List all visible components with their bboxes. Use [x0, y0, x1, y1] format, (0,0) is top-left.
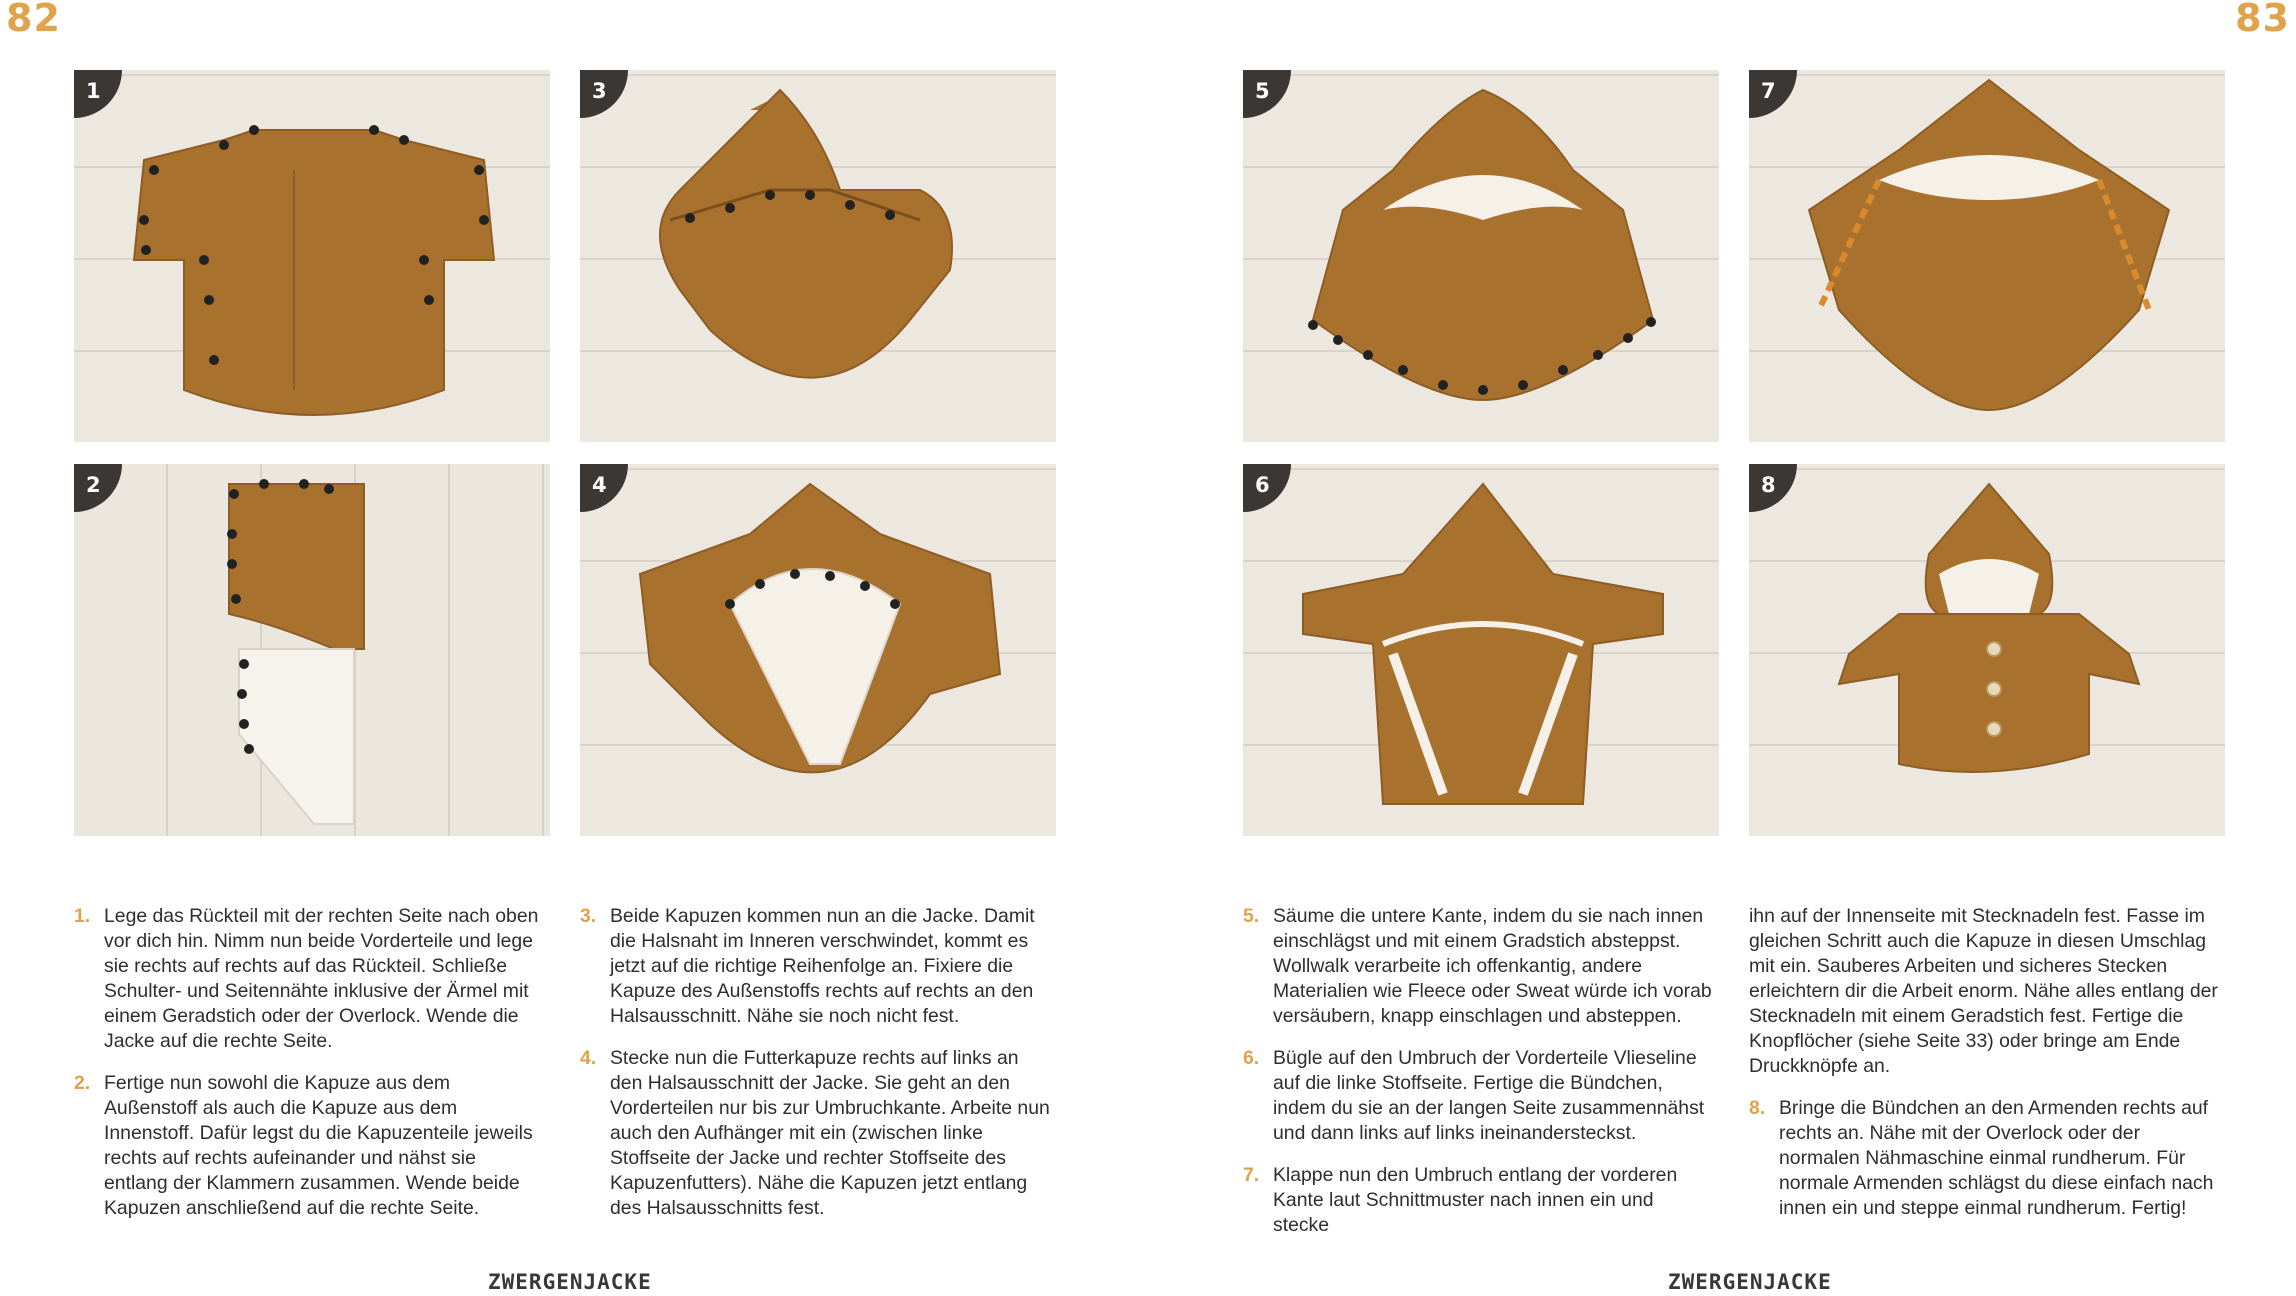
photo-step-3 [580, 70, 1056, 442]
step-6: 6. Bügle auf den Umbruch der Vorderteile Vlieseline auf die linke Stoffseite. Fertige die Bündchen, indem du sie an der langen Seite zusammennähst und dann links auf links ineinandersteckst. [1243, 1047, 1705, 1144]
photo-step-5 [1243, 70, 1719, 442]
step-text: Lege das Rückteil mit der rechten Seite nach oben vor dich hin. Nimm nun beide Vorderteile und lege sie rechts auf rechts auf das Rückteil. Schließe Schulter- und Seitennähte inklusive der Ärmel mit einem Geradstich oder der Overlock. Wende die Jacke auf die rechte Seite. [104, 905, 539, 1052]
step-7: 7. Klappe nun den Umbruch entlang der vorderen Kante laut Schnittmuster nach innen ein und stecke [1243, 1164, 1678, 1236]
instructions-column-2 [580, 904, 1050, 1238]
footer-left: ZWERGENJACKE [488, 1270, 652, 1294]
step-text: Säume die untere Kante, indem du sie nach innen einschlägst und mit einem Gradstich absteppst. Wollwalk verarbeite ich offenkantig, andere Materialien wie Fleece oder Sweat würde ich vorab versäubern, knapp einschlagen und absteppen. [1273, 905, 1712, 1027]
step-badge: 7 [1749, 70, 1797, 118]
step-badge: 8 [1749, 464, 1797, 512]
instructions-column-1 [74, 904, 544, 1238]
instructions-column-3 [1243, 904, 1713, 1255]
photo-step-4 [580, 464, 1056, 836]
step-5: 5. Säume die untere Kante, indem du sie nach innen einschlägst und mit einem Gradstich absteppst. Wollwalk verarbeite ich offenkantig, andere Materialien wie Fleece oder Sweat würde ich vorab versäubern, knapp einschlagen und absteppen. [1243, 905, 1712, 1027]
step-3: 3. Beide Kapuzen kommen nun an die Jacke. Damit die Halsnaht im Inneren verschwindet, kommt es jetzt auf die richtige Reihenfolge an. Fixiere die Kapuze des Außenstoffs rechts auf rechts an den Halsausschnitt. Nähe sie noch nicht fest. [580, 905, 1035, 1027]
step-badge: 1 [74, 70, 122, 118]
step-4: 4. Stecke nun die Futterkapuze rechts auf links an den Halsausschnitt der Jacke. Sie geht an den Vorderteilen nur bis zur Umbruchkante. Arbeite nun auch den Aufhänger mit ein (zwischen linke Stoffseite der Jacke und rechter Stoffseite des Kapuzenfutters). Nähe die Kapuzen jetzt entlang des Halsausschnitts fest. [580, 1047, 1050, 1219]
step-2: 2. Fertige nun sowohl die Kapuze aus dem Außenstoff als auch die Kapuze aus dem Innenstoff. Dafür legst du die Kapuzenteile jeweils rechts auf rechts aufeinander und nähst sie entlang der Klammern zusammen. Wende beide Kapuzen anschließend auf die rechte Seite. [74, 1072, 533, 1219]
step-text: Bügle auf den Umbruch der Vorderteile Vlieseline auf die linke Stoffseite. Fertige die Bündchen, indem du sie an der langen Seite zusammennähst und dann links auf links ineinandersteckst. [1273, 1047, 1705, 1144]
step-text: Fertige nun sowohl die Kapuze aus dem Außenstoff als auch die Kapuze aus dem Innenstoff. Dafür legst du die Kapuzenteile jeweils rechts auf rechts aufeinander und nähst sie entlang der Klammern zusammen. Wende beide Kapuzen anschließend auf die rechte Seite. [104, 1072, 533, 1219]
step-badge: 5 [1243, 70, 1291, 118]
photo-step-2 [74, 464, 550, 836]
photo-step-7 [1749, 70, 2225, 442]
footer-right: ZWERGENJACKE [1668, 1270, 1832, 1294]
step-badge: 6 [1243, 464, 1291, 512]
step-text: Stecke nun die Futterkapuze rechts auf links an den Halsausschnitt der Jacke. Sie geht an den Vorderteilen nur bis zur Umbruchkante. Arbeite nun auch den Aufhänger mit ein (zwischen linke Stoffseite der Jacke und rechter Stoffseite des Kapuzenfutters). Nähe die Kapuzen jetzt entlang des Halsausschnitts fest. [610, 1047, 1050, 1219]
page-number-left: 82 [6, 0, 61, 40]
instructions-column-4 [1749, 904, 2219, 1238]
photo-step-8 [1749, 464, 2225, 836]
step-text: Bringe die Bündchen an den Armenden rechts auf rechts an. Nähe mit der Overlock oder der normalen Nähmaschine einmal rundherum. Für normale Armenden schlägst du diese einfach nach innen ein und steppe einmal rundherum. Fertig! [1779, 1097, 2214, 1219]
step-badge: 4 [580, 464, 628, 512]
photo-step-6 [1243, 464, 1719, 836]
photo-step-1 [74, 70, 550, 442]
step-text: Klappe nun den Umbruch entlang der vorderen Kante laut Schnittmuster nach innen ein und stecke [1273, 1164, 1678, 1236]
step-1: 1. Lege das Rückteil mit der rechten Seite nach oben vor dich hin. Nimm nun beide Vorderteile und lege sie rechts auf rechts auf das Rückteil. Schließe Schulter- und Seitennähte inklusive der Ärmel mit einem Geradstich oder der Overlock. Wende die Jacke auf die rechte Seite. [74, 905, 539, 1052]
step-badge: 2 [74, 464, 122, 512]
step-badge: 3 [580, 70, 628, 118]
step-8: 8. Bringe die Bündchen an den Armenden rechts auf rechts an. Nähe mit der Overlock oder der normalen Nähmaschine einmal rundherum. Für normale Armenden schlägst du diese einfach nach innen ein und steppe einmal rundherum. Fertig! [1749, 1097, 2214, 1219]
step-7-continued [1749, 904, 2219, 1079]
step-text: Beide Kapuzen kommen nun an die Jacke. Damit die Halsnaht im Inneren verschwindet, kommt es jetzt auf die richtige Reihenfolge an. Fixiere die Kapuze des Außenstoffs rechts auf rechts an den Halsausschnitt. Nähe sie noch nicht fest. [610, 905, 1035, 1027]
step-text: ihn auf der Innenseite mit Stecknadeln fest. Fasse im gleichen Schritt auch die Kapuze in diesen Umschlag mit ein. Sauberes Arbeiten und sicheres Stecken erleichtern dir die Arbeit enorm. Nähe alles entlang der Stecknadeln mit einem Geradstich fest. Fertige die Knopflöcher (siehe Seite 33) oder bringe am Ende Druckknöpfe an. [1749, 905, 2218, 1077]
page-number-right: 83 [2235, 0, 2290, 40]
